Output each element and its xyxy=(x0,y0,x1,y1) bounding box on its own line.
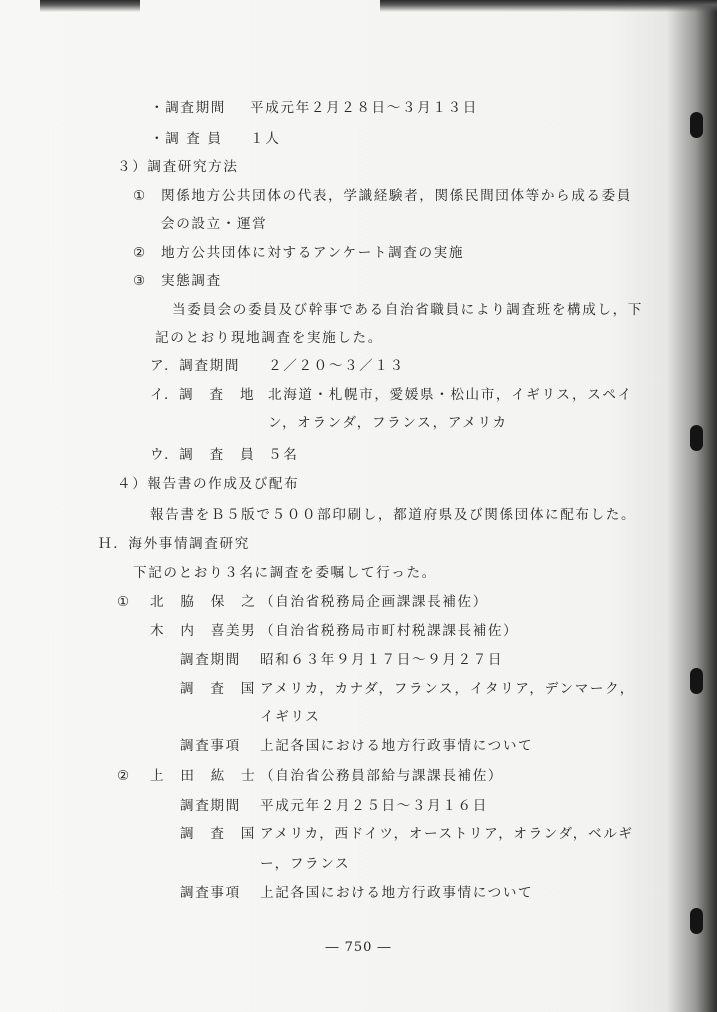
text-line xyxy=(150,129,280,149)
scan-top-shadow-right xyxy=(380,0,717,12)
text-segment: 上記各国における地方行政事情について xyxy=(260,738,534,754)
text-segment: 北 脇 保 之 xyxy=(150,594,257,610)
text-segment: 下記のとおり３名に調査を委嘱して行った。 xyxy=(133,565,437,581)
text-segment: ン，オランダ，フランス，アメリカ xyxy=(268,415,508,431)
text-line xyxy=(180,883,533,903)
binder-hole xyxy=(690,112,703,138)
text-segment: 木 内 喜美男 xyxy=(150,623,257,639)
text-line xyxy=(133,563,437,583)
binder-hole xyxy=(690,668,703,694)
text-line xyxy=(150,445,298,465)
text-segment: 上 田 紘 士 xyxy=(150,768,257,784)
binder-hole xyxy=(690,908,703,934)
text-segment: 平成元年２月２５日～３月１６日 xyxy=(260,798,488,814)
text-line xyxy=(150,356,405,376)
text-segment: 会の設立・運営 xyxy=(161,216,268,232)
text-segment: Ｈ．海外事情調査研究 xyxy=(98,536,250,552)
text-segment: 記のとおり現地調査を実施した。 xyxy=(155,330,383,346)
text-segment: ５名 xyxy=(268,447,299,463)
text-line xyxy=(117,766,503,786)
text-segment: イ．調 査 地 xyxy=(150,387,256,403)
text-segment: ー，フランス xyxy=(260,856,351,872)
text-segment: 調 査 国 xyxy=(180,681,256,697)
text-line xyxy=(260,854,350,874)
text-segment: 上記各国における地方行政事情について xyxy=(260,885,534,901)
text-line xyxy=(180,796,488,816)
text-segment: 調査期間 xyxy=(180,652,241,668)
text-line xyxy=(180,679,635,699)
text-segment: 地方公共団体に対するアンケート調査の実施 xyxy=(161,245,465,261)
binder-hole xyxy=(690,425,703,451)
text-segment: ① xyxy=(117,594,131,610)
text-segment: ２／２０～３／１３ xyxy=(268,358,405,374)
text-line xyxy=(117,157,239,177)
text-line xyxy=(133,243,464,263)
text-segment: 調査事項 xyxy=(180,885,241,901)
text-line xyxy=(155,328,383,348)
text-segment: ① xyxy=(133,188,147,204)
text-line xyxy=(133,186,632,206)
text-line xyxy=(150,505,636,525)
text-line xyxy=(150,385,633,405)
text-line xyxy=(161,214,267,234)
text-segment: ② xyxy=(133,245,147,261)
text-line xyxy=(180,650,503,670)
text-segment: （自治省税務局企画課課長補佐） xyxy=(260,594,488,610)
text-segment: ４）報告書の作成及び配布 xyxy=(117,476,300,492)
text-segment: 調査事項 xyxy=(180,738,241,754)
text-segment: アメリカ，西ドイツ，オーストリア，オランダ，ベルギ xyxy=(260,826,634,842)
text-segment: １人 xyxy=(250,131,281,147)
text-segment: 昭和６３年９月１７日～９月２７日 xyxy=(260,652,504,668)
text-segment: （自治省公務員部給与課課長補佐） xyxy=(260,768,504,784)
text-line xyxy=(150,621,518,641)
text-line xyxy=(268,413,508,433)
text-line xyxy=(133,271,222,291)
text-segment: 実態調査 xyxy=(161,273,222,289)
text-segment: イギリス xyxy=(260,709,321,725)
page-number: ― 750 ― xyxy=(325,940,392,955)
text-line xyxy=(180,824,634,844)
text-line xyxy=(150,98,478,118)
text-segment: ウ．調 査 員 xyxy=(150,447,256,463)
scan-top-shadow-left xyxy=(40,0,140,12)
text-line xyxy=(117,592,488,612)
text-line xyxy=(172,300,643,320)
text-segment: 関係地方公共団体の代表，学識経験者，関係民間団体等から成る委員 xyxy=(161,188,633,204)
text-segment: ② xyxy=(117,768,131,784)
text-segment: 当委員会の委員及び幹事である自治省職員により調査班を構成し，下 xyxy=(172,302,644,318)
text-segment: アメリカ，カナダ，フランス，イタリア，デンマーク， xyxy=(260,681,635,697)
text-segment: 調査期間 xyxy=(180,798,241,814)
text-segment: ・調 査 員 xyxy=(150,131,223,147)
text-line xyxy=(98,534,250,554)
text-segment: 平成元年２月２８日～３月１３日 xyxy=(250,100,478,116)
text-line xyxy=(260,707,321,727)
text-segment: ③ xyxy=(133,273,147,289)
text-line xyxy=(117,474,299,494)
text-segment: 北海道・札幌市，愛媛県・松山市，イギリス，スペイ xyxy=(268,387,633,403)
text-segment: 調 査 国 xyxy=(180,826,256,842)
text-segment: 報告書をＢ５版で５００部印刷し，都道府県及び関係団体に配布した。 xyxy=(150,507,637,523)
text-segment: ・調査期間 xyxy=(150,100,226,116)
text-line xyxy=(180,736,533,756)
text-segment: ア．調査期間 xyxy=(150,358,241,374)
text-segment: ３）調査研究方法 xyxy=(117,159,239,175)
text-segment: （自治省税務局市町村税課課長補佐） xyxy=(260,623,519,639)
